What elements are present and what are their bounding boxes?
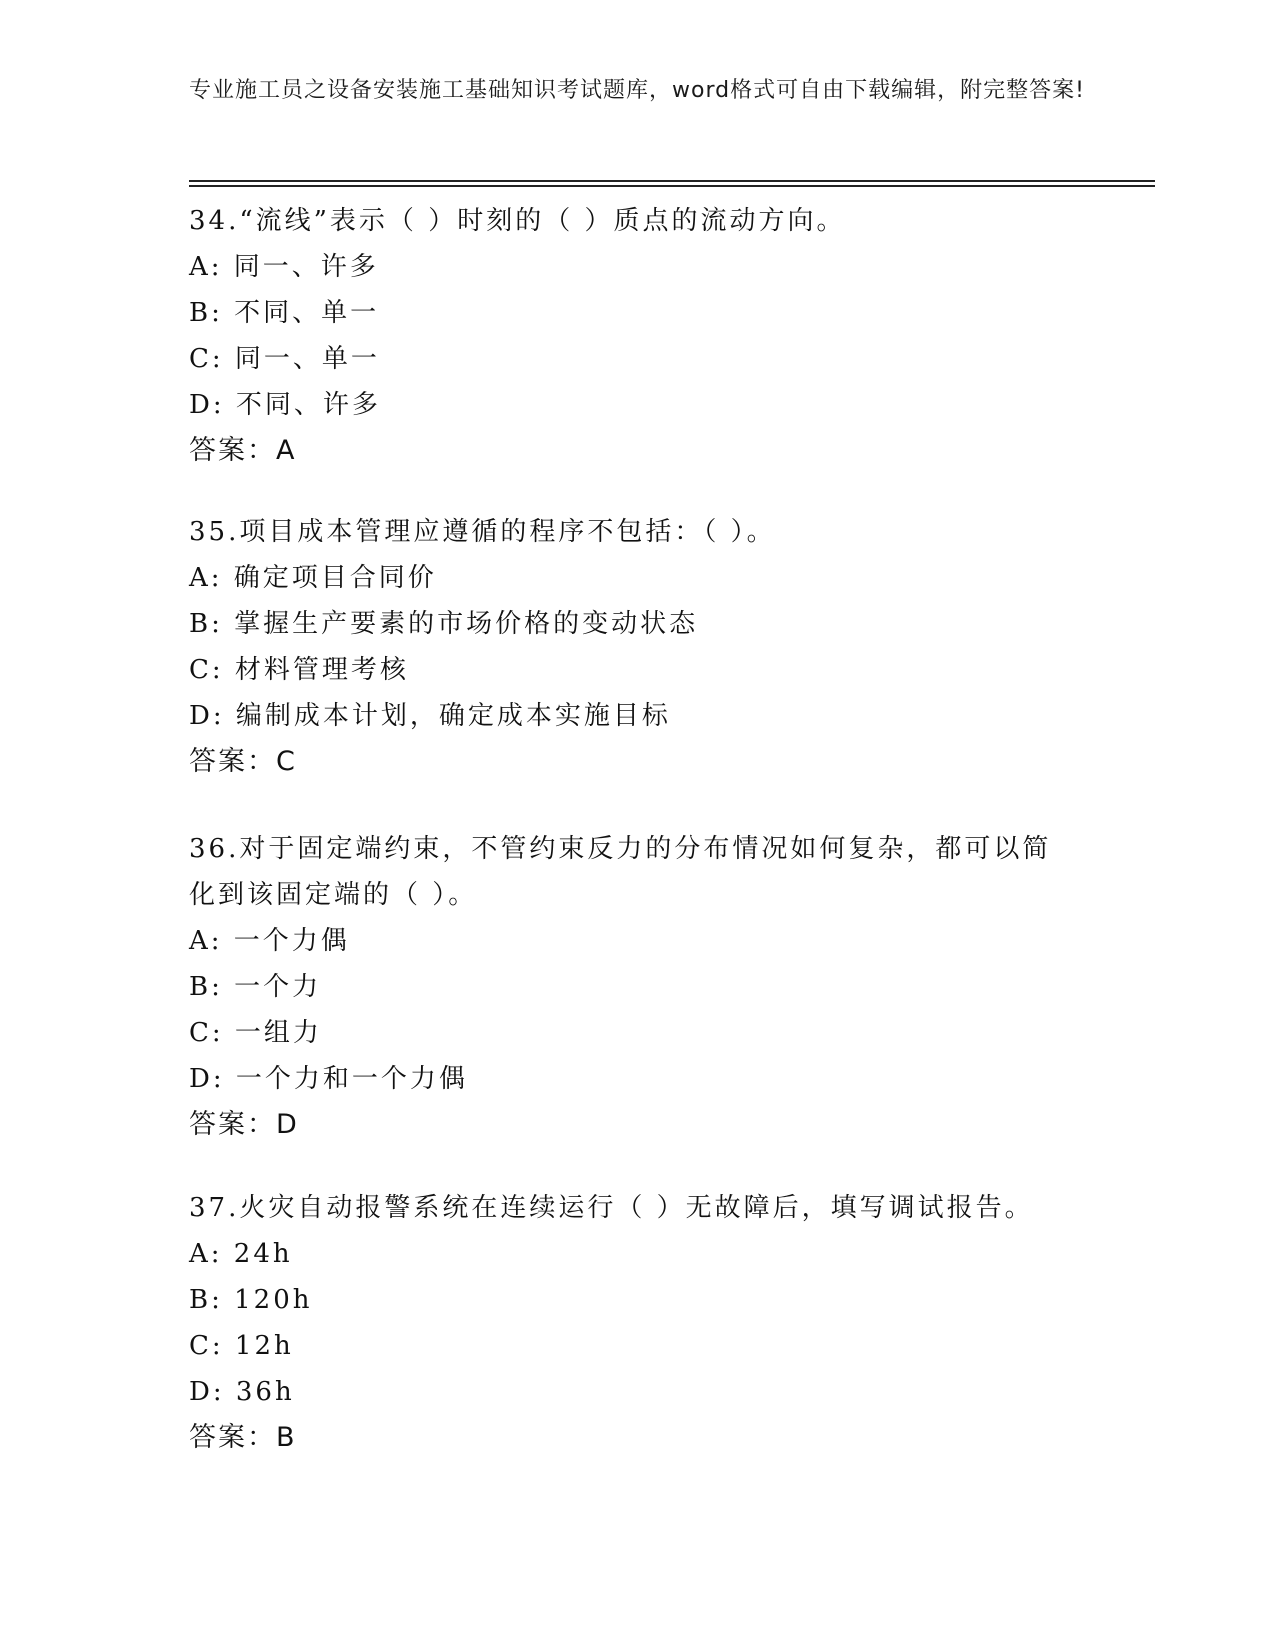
- option-a: A: 同一、许多: [189, 252, 379, 282]
- question-36: [189, 826, 1089, 1148]
- question-stem: 36.对于固定端约束，不管约束反力的分布情况如何复杂，都可以简化到该固定端的（ ）。: [189, 834, 1052, 910]
- question-34: [189, 198, 1089, 474]
- option-b: B: 一个力: [189, 972, 322, 1002]
- option-d: D: 一个力和一个力偶: [189, 1064, 468, 1094]
- document-header: 专业施工员之设备安装施工基础知识考试题库，word格式可自由下载编辑，附完整答案!: [189, 78, 1085, 103]
- option-a: A: 确定项目合同价: [189, 563, 437, 593]
- answer: 答案：B: [189, 1422, 297, 1453]
- option-b: B: 不同、单一: [189, 298, 380, 328]
- option-b: B: 掌握生产要素的市场价格的变动状态: [189, 609, 699, 639]
- option-d: D: 编制成本计划，确定成本实施目标: [189, 701, 671, 731]
- option-d: D: 不同、许多: [189, 390, 381, 420]
- option-b: B: 120h: [189, 1285, 313, 1315]
- question-35: [189, 509, 1089, 785]
- question-stem: 37.火灾自动报警系统在连续运行（ ）无故障后，填写调试报告。: [189, 1193, 1034, 1223]
- question-stem: 34.“流线”表示（ ）时刻的（ ）质点的流动方向。: [189, 206, 846, 236]
- answer: 答案：C: [189, 746, 297, 777]
- option-c: C: 一组力: [189, 1018, 322, 1048]
- option-a: A: 24h: [189, 1239, 293, 1269]
- question-stem: 35.项目成本管理应遵循的程序不包括：（ ）。: [189, 517, 776, 547]
- option-c: C: 材料管理考核: [189, 655, 409, 685]
- header-divider-bottom: [189, 185, 1155, 187]
- option-c: C: 同一、单一: [189, 344, 380, 374]
- option-c: C: 12h: [189, 1331, 294, 1361]
- answer: 答案：A: [189, 435, 297, 466]
- option-d: D: 36h: [189, 1377, 295, 1407]
- option-a: A: 一个力偶: [189, 926, 350, 956]
- question-37: [189, 1185, 1089, 1461]
- header-divider-top: [189, 180, 1155, 182]
- answer: 答案：D: [189, 1109, 299, 1140]
